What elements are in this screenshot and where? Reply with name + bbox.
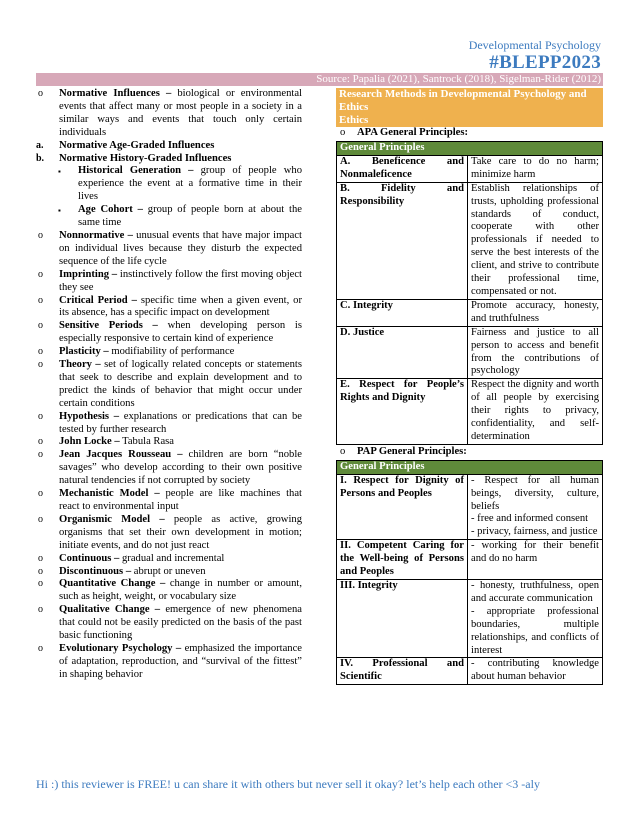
list-item [36, 346, 302, 359]
principle-name: II. Competent Caring for the Well-being of Persons and Peoples [337, 540, 468, 580]
principle-description: Respect the dignity and worth of all people by exercising their rights to privacy, confidentiality, and self-determination [468, 379, 603, 445]
principle-description: - honesty, truthfulness, open and accurate communication - appropriate professional boundaries, multiple relationships, and conflicts of interest [468, 580, 603, 658]
list-item [36, 566, 302, 579]
bullet-circle-icon: o [38, 578, 43, 590]
bullet-circle-icon: o [38, 449, 43, 461]
list-item [36, 411, 302, 437]
list-item [36, 204, 302, 230]
term: Hypothesis – [59, 410, 120, 422]
header-hashtag: #BLEPP2023 [489, 52, 601, 73]
definition: modifiability of performance [108, 346, 235, 358]
principle-description: - working for their benefit and do no harm [468, 540, 603, 580]
list-item [36, 230, 302, 269]
term: Nonnormative – [59, 229, 133, 241]
list-item [36, 488, 302, 514]
principle-description: Promote accuracy, honesty, and truthfulness [468, 299, 603, 326]
pap-table [336, 460, 603, 685]
list-item [36, 643, 302, 682]
list-item [36, 88, 302, 140]
table-row [337, 658, 603, 685]
definition: explanations or predications that can be tested by further research [59, 410, 302, 435]
term: Quantitative Change – [59, 578, 166, 590]
definition: emphasized the importance of adaptation, reproduction, and “survival of the fittest” in shaping behavior [59, 642, 302, 680]
definition: emergence of new phenomena that could not be easily predicted on the basis of the past basic functioning [59, 604, 302, 642]
bullet-circle-icon: o [38, 642, 43, 654]
header-subject: Developmental Psychology [468, 38, 601, 52]
pap-heading [336, 446, 603, 460]
bullet-circle-icon: o [340, 445, 346, 457]
list-item [36, 153, 302, 166]
list-item [36, 295, 302, 321]
definition: gradual and incremental [119, 552, 225, 564]
list-item [36, 140, 302, 153]
term: Qualitative Change – [59, 604, 161, 616]
table-row [337, 155, 603, 182]
footer-note: Hi :) this reviewer is FREE! u can share it with others but never sell it okay? let’s help each other <3 -aly [36, 777, 540, 791]
definition: when developing person is especially responsive to certain kind of experience [59, 320, 302, 345]
principle-name: D. Justice [337, 326, 468, 379]
principle-name: III. Integrity [337, 580, 468, 658]
pap-table-header: General Principles [337, 460, 603, 474]
table-row [337, 474, 603, 540]
list-item [36, 269, 302, 295]
term: Continuous – [59, 552, 120, 564]
principle-description: Fairness and justice to all person to access and benefit from the contributions of psychology [468, 326, 603, 379]
term: Organismic Model – [59, 513, 165, 525]
bullet-circle-icon: o [38, 552, 43, 564]
definition: abrupt or uneven [131, 565, 206, 577]
definition: unusual events that have major impact on individual lives because they disturb the expected sequence of the life cycle [59, 229, 302, 267]
list-item [36, 553, 302, 566]
list-item [36, 449, 302, 488]
bullet-circle-icon: o [38, 346, 43, 358]
bullet-circle-icon: o [38, 604, 43, 616]
principle-name: E. Respect for People’s Rights and Dignity [337, 379, 468, 445]
definition: group of people who experience the event at a formative time in their lives [78, 165, 302, 203]
bullet-circle-icon: o [38, 488, 43, 500]
principle-description: - Respect for all human beings, diversity, culture, beliefs - free and informed consent - privacy, fairness, and justice [468, 474, 603, 540]
principle-name: C. Integrity [337, 299, 468, 326]
definition: set of logically related concepts or statements that seek to describe and explain development and to predict the kinds of behavior that might occur under certain conditions [59, 359, 303, 409]
principle-description: Take care to do no harm; minimize harm [468, 155, 603, 182]
term: Mechanistic Model – [59, 488, 160, 500]
bullet-circle-icon: o [38, 88, 43, 99]
bullet-circle-icon: o [38, 320, 43, 332]
apa-heading [336, 127, 603, 141]
term: Plasticity – [59, 346, 109, 358]
principle-description: - contributing knowledge about human behavior [468, 658, 603, 685]
list-item [36, 604, 302, 643]
table-row [337, 540, 603, 580]
list-item [36, 514, 302, 553]
definition: children are born “noble savages” who develop according to their own positive natural tendencies if not corrupted by society [59, 449, 302, 487]
principle-name: IV. Professional and Scientific [337, 658, 468, 685]
term: Normative Age-Graded Influences [59, 139, 215, 151]
left-column [36, 88, 302, 682]
apa-heading-text: APA General Principles: [357, 127, 469, 138]
bullet-circle-icon: o [38, 565, 43, 577]
table-row [337, 326, 603, 379]
term: Sensitive Periods – [59, 320, 158, 332]
source-text: Source: Papalia (2021), Santrock (2018), Sigelman-Rider (2012) [316, 73, 601, 85]
list-item [36, 320, 302, 346]
bullet-circle-icon: o [38, 436, 43, 448]
list-item [36, 165, 302, 204]
term: Historical Generation – [78, 165, 194, 177]
definition: biological or environmental events that affect many or most people in a society in a similar ways and events that touch only certain individuals [59, 88, 302, 138]
principle-name: B. Fidelity and Responsibility [337, 182, 468, 299]
principle-name: I. Respect for Dignity of Persons and Peoples [337, 474, 468, 540]
definition: group of people born at about the same time [78, 204, 303, 229]
table-row [337, 182, 603, 299]
list-item [36, 359, 302, 411]
term: Imprinting – [59, 268, 118, 280]
term: Normative Influences – [59, 88, 172, 99]
principle-description: Establish relationships of trusts, upholding professional standards of conduct, cooperate with other professionals if needed to serve the best interests of the client, and strive to contribute their professional time, compensated or not. [468, 182, 603, 299]
table-row [337, 299, 603, 326]
bullet-circle-icon: o [38, 294, 43, 306]
section-band-ethics: Ethics [336, 114, 603, 127]
bullet-square-icon: ▪ [58, 167, 61, 177]
definition: Tabula Rasa [119, 436, 175, 448]
bullet-circle-icon: o [38, 268, 43, 280]
table-row [337, 580, 603, 658]
bullet-circle-icon: o [38, 410, 43, 422]
section-band-methods: Research Methods in Developmental Psychology and Ethics [336, 88, 603, 114]
term: Jean Jacques Rousseau – [59, 449, 183, 461]
term: Theory – [59, 359, 101, 371]
definition: change in number or amount, such as height, weight, or vocabulary size [59, 578, 302, 603]
definition: people as active, growing organisms that set their own development in motion; initiate events, and do not just react [59, 513, 302, 551]
list-item [36, 436, 302, 449]
term: Normative History-Graded Influences [59, 152, 232, 164]
bullet-circle-icon: o [340, 127, 346, 138]
term: Age Cohort – [78, 204, 143, 216]
definition: people are like machines that react to environmental input [59, 488, 302, 512]
apa-table [336, 141, 603, 445]
apa-table-header: General Principles [337, 142, 603, 156]
pap-heading-text: PAP General Principles: [357, 445, 467, 457]
right-column [336, 88, 603, 685]
list-item [36, 578, 302, 604]
list-letter: a. [36, 139, 44, 151]
term: Discontinuous – [59, 565, 132, 577]
definition: specific time when a given event, or its absence, has a specific impact on development [59, 294, 303, 319]
term: Evolutionary Psychology – [59, 642, 182, 654]
term: Critical Period – [59, 294, 137, 306]
definition: instinctively follow the first moving object they see [59, 268, 303, 293]
bullet-circle-icon: o [38, 359, 43, 371]
list-letter: b. [36, 152, 45, 164]
bullet-circle-icon: o [38, 513, 43, 525]
principle-name: A. Beneficence and Nonmaleficence [337, 155, 468, 182]
term: John Locke – [59, 436, 120, 448]
table-row [337, 379, 603, 445]
bullet-circle-icon: o [38, 229, 43, 241]
bullet-square-icon: ▪ [58, 206, 61, 216]
